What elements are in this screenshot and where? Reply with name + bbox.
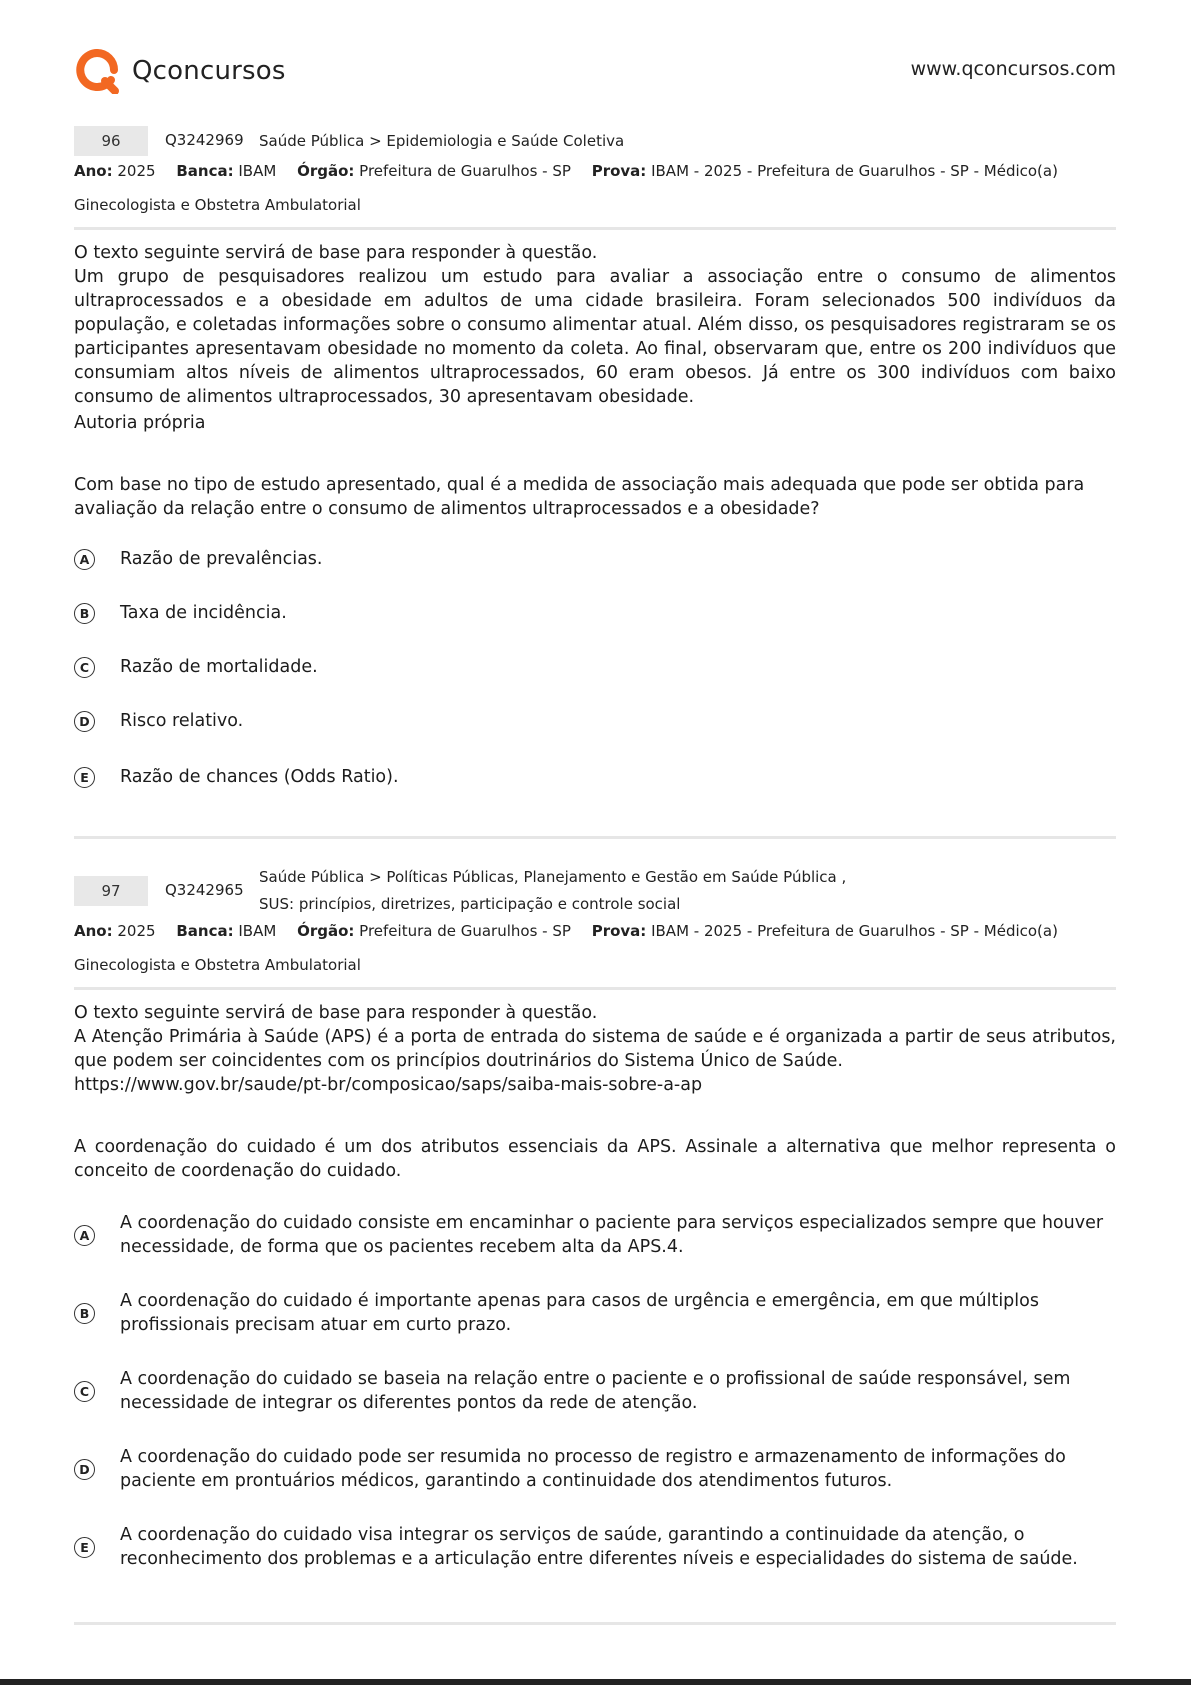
option-letter-icon[interactable]: D <box>74 711 95 732</box>
prova-value: IBAM - 2025 - Prefeitura de Guarulhos - SP - Médico(a) <box>651 922 1058 940</box>
question-number: 96 <box>74 126 148 156</box>
option-e[interactable] <box>74 765 1116 789</box>
question-passage: A Atenção Primária à Saúde (APS) é a porta de entrada do sistema de saúde e é organizada a partir de seus atributos, que podem ser coincidentes com os princípios doutrinários do Sistema Único de Saúde. <box>74 1027 1116 1071</box>
option-text: A coordenação do cuidado visa integrar os serviços de saúde, garantindo a continuidade da atenção, o reconhecimento dos problemas e a articulação entre diferentes níveis e especialidades do sistema de saúde. <box>120 1525 1078 1569</box>
orgao-label: Órgão: <box>297 922 355 940</box>
question-subject[interactable]: Saúde Pública > Políticas Públicas, Planejamento e Gestão em Saúde Pública , <box>259 868 847 886</box>
option-b[interactable] <box>74 601 1116 625</box>
option-text: A coordenação do cuidado se baseia na relação entre o paciente e o profissional de saúde responsável, sem necessidade de integrar os diferentes pontos da rede de atenção. <box>120 1369 1071 1413</box>
question-meta <box>74 915 1116 948</box>
question-separator <box>74 1622 1116 1625</box>
question-prompt: A coordenação do cuidado é um dos atributos essenciais da APS. Assinale a alternativa que melhor representa o conceito de coordenação do cuidado. <box>74 1137 1116 1181</box>
option-d[interactable] <box>74 1445 1116 1493</box>
option-a[interactable] <box>74 1211 1116 1259</box>
divider <box>74 987 1116 990</box>
site-url-link[interactable]: www.qconcursos.com <box>910 58 1116 80</box>
option-c[interactable] <box>74 1367 1116 1415</box>
option-letter-icon[interactable]: A <box>74 1225 95 1246</box>
question-prompt: Com base no tipo de estudo apresentado, qual é a medida de associação mais adequada que pode ser obtida para avaliação da relação entre o consumo de alimentos ultraprocessados e a obesidade? <box>74 475 1085 519</box>
qconcursos-logo-icon <box>74 48 120 94</box>
option-letter-icon[interactable]: E <box>74 1537 95 1558</box>
ano-label: Ano: <box>74 162 113 180</box>
orgao-value: Prefeitura de Guarulhos - SP <box>359 162 571 180</box>
ano-value: 2025 <box>117 162 156 180</box>
question-id[interactable]: Q3242965 <box>165 881 244 899</box>
ano-label: Ano: <box>74 922 113 940</box>
option-text: Taxa de incidência. <box>120 603 287 623</box>
option-text: Razão de mortalidade. <box>120 657 318 677</box>
banca-value: IBAM <box>238 162 277 180</box>
question-source[interactable]: https://www.gov.br/saude/pt-br/composicao/saps/saiba-mais-sobre-a-ap <box>74 1075 703 1095</box>
orgao-value: Prefeitura de Guarulhos - SP <box>359 922 571 940</box>
orgao-label: Órgão: <box>297 162 355 180</box>
question-id[interactable]: Q3242969 <box>165 131 244 149</box>
prova-value: IBAM - 2025 - Prefeitura de Guarulhos - SP - Médico(a) <box>651 162 1058 180</box>
option-letter-icon[interactable]: A <box>74 549 95 570</box>
logo-text: Qconcursos <box>132 56 286 86</box>
option-text: A coordenação do cuidado consiste em encaminhar o paciente para serviços especializados sempre que houver necessidade, de forma que os pacientes recebem alta da APS.4. <box>120 1213 1104 1257</box>
question-subject[interactable]: Saúde Pública > Epidemiologia e Saúde Coletiva <box>259 132 625 150</box>
question-subject-continued[interactable]: SUS: princípios, diretrizes, participação e controle social <box>259 895 681 913</box>
question-number: 97 <box>74 876 148 906</box>
option-letter-icon[interactable]: B <box>74 1303 95 1324</box>
question-passage: Um grupo de pesquisadores realizou um estudo para avaliar a associação entre o consumo de alimentos ultraprocessados e a obesidade em adultos de uma cidade brasileira. Foram selecionados 500 indivíduos da população, e coletadas informações sobre o consumo alimentar atual. Além disso, os pesquisadores registraram se os participantes apresentavam obesidade no momento da coleta. Ao final, observaram que, entre os 200 indivíduos que consumiam altos níveis de alimentos ultraprocessados, 60 eram obesos. Já entre os 300 indivíduos com baixo consumo de alimentos ultraprocessados, 30 apresentavam obesidade. <box>74 267 1116 407</box>
option-text: A coordenação do cuidado é importante apenas para casos de urgência e emergência, em que múltiplos profissionais precisam atuar em curto prazo. <box>120 1291 1039 1335</box>
option-letter-icon[interactable]: B <box>74 603 95 624</box>
page <box>74 0 1116 1685</box>
option-letter-icon[interactable]: D <box>74 1459 95 1480</box>
option-d[interactable] <box>74 709 1116 733</box>
option-text: Razão de prevalências. <box>120 549 323 569</box>
banca-label: Banca: <box>176 162 234 180</box>
divider <box>74 227 1116 230</box>
banca-value: IBAM <box>238 922 277 940</box>
option-text: Risco relativo. <box>120 711 244 731</box>
prova-value-continued: Ginecologista e Obstetra Ambulatorial <box>74 196 361 214</box>
option-c[interactable] <box>74 655 1116 679</box>
question-separator <box>74 836 1116 839</box>
option-a[interactable] <box>74 547 1116 571</box>
logo[interactable] <box>74 48 286 94</box>
option-text: A coordenação do cuidado pode ser resumida no processo de registro e armazenamento de informações do paciente em prontuários médicos, garantindo a continuidade dos atendimentos futuros. <box>120 1447 1066 1491</box>
banca-label: Banca: <box>176 922 234 940</box>
prova-label: Prova: <box>591 922 647 940</box>
option-text: Razão de chances (Odds Ratio). <box>120 767 399 787</box>
option-e[interactable] <box>74 1523 1116 1571</box>
prova-value-continued: Ginecologista e Obstetra Ambulatorial <box>74 956 361 974</box>
question-source: Autoria própria <box>74 413 206 433</box>
ano-value: 2025 <box>117 922 156 940</box>
option-letter-icon[interactable]: C <box>74 657 95 678</box>
question-intro: O texto seguinte servirá de base para responder à questão. <box>74 1003 598 1023</box>
question-intro: O texto seguinte servirá de base para responder à questão. <box>74 243 598 263</box>
page-bottom-border <box>0 1679 1191 1685</box>
option-b[interactable] <box>74 1289 1116 1337</box>
prova-label: Prova: <box>591 162 647 180</box>
option-letter-icon[interactable]: C <box>74 1381 95 1402</box>
question-meta <box>74 155 1116 188</box>
option-letter-icon[interactable]: E <box>74 767 95 788</box>
